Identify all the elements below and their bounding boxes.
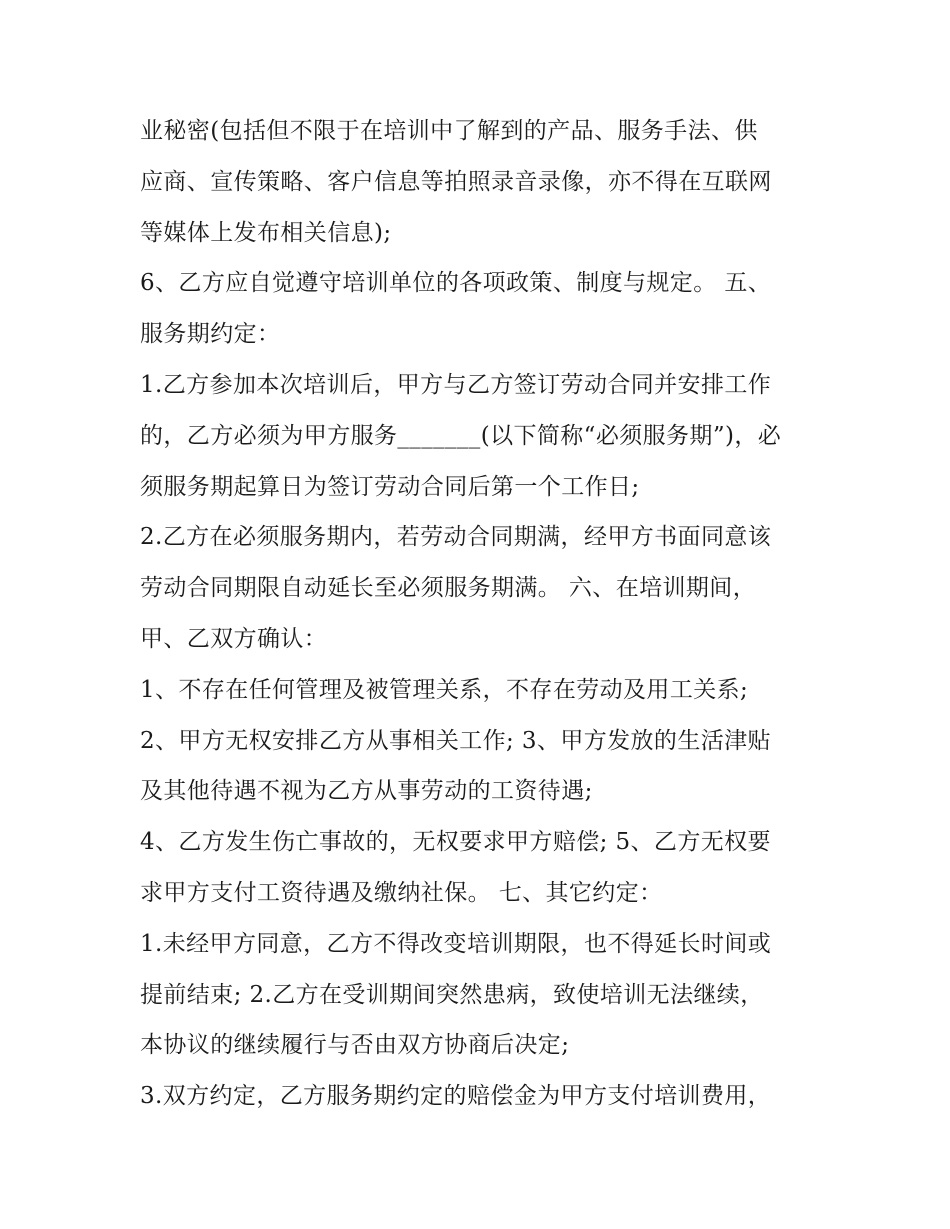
text-line: 劳动合同期限自动延长至必须服务期满。 六、在培训期间， — [140, 575, 757, 602]
text-line: 3.双方约定，乙方服务期约定的赔偿金为甲方支付培训费用， — [140, 1083, 772, 1110]
text-line: 应商、宣传策略、客户信息等拍照录音录像，亦不得在互联网 — [140, 168, 772, 195]
text-line: 1、不存在任何管理及被管理关系，不存在劳动及用工关系; — [140, 676, 749, 703]
text-line: 服务期约定： — [140, 321, 281, 348]
text-line: 甲、乙双方确认： — [140, 625, 328, 652]
text-line: 1.乙方参加本次培训后，甲方与乙方签订劳动合同并安排工作 — [140, 371, 772, 398]
text-line: 4、乙方发生伤亡事故的，无权要求甲方赔偿; 5、乙方无权要 — [140, 829, 771, 856]
text-line: 的，乙方必须为甲方服务_______(以下简称“必须服务期”)，必 — [140, 422, 782, 449]
text-line: 及其他待遇不视为乙方从事劳动的工资待遇; — [140, 778, 593, 805]
text-line: 须服务期起算日为签订劳动合同后第一个工作日; — [140, 473, 640, 500]
text-line: 提前结束; 2.乙方在受训期间突然患病，致使培训无法继续， — [140, 981, 764, 1008]
text-line: 求甲方支付工资待遇及缴纳社保。 七、其它约定： — [140, 879, 663, 906]
text-line: 2.乙方在必须服务期内，若劳动合同期满，经甲方书面同意该 — [140, 524, 772, 551]
text-line: 本协议的继续履行与否由双方协商后决定; — [140, 1032, 570, 1059]
text-line: 6、乙方应自觉遵守培训单位的各项政策、制度与规定。 五、 — [140, 270, 772, 297]
text-line: 1.未经甲方同意，乙方不得改变培训期限，也不得延长时间或 — [140, 930, 772, 957]
text-line: 等媒体上发布相关信息); — [140, 219, 392, 246]
text-line: 2、甲方无权安排乙方从事相关工作; 3、甲方发放的生活津贴 — [140, 727, 771, 754]
text-line: 业秘密(包括但不限于在培训中了解到的产品、服务手法、供 — [140, 118, 758, 144]
document-body — [140, 106, 820, 1122]
